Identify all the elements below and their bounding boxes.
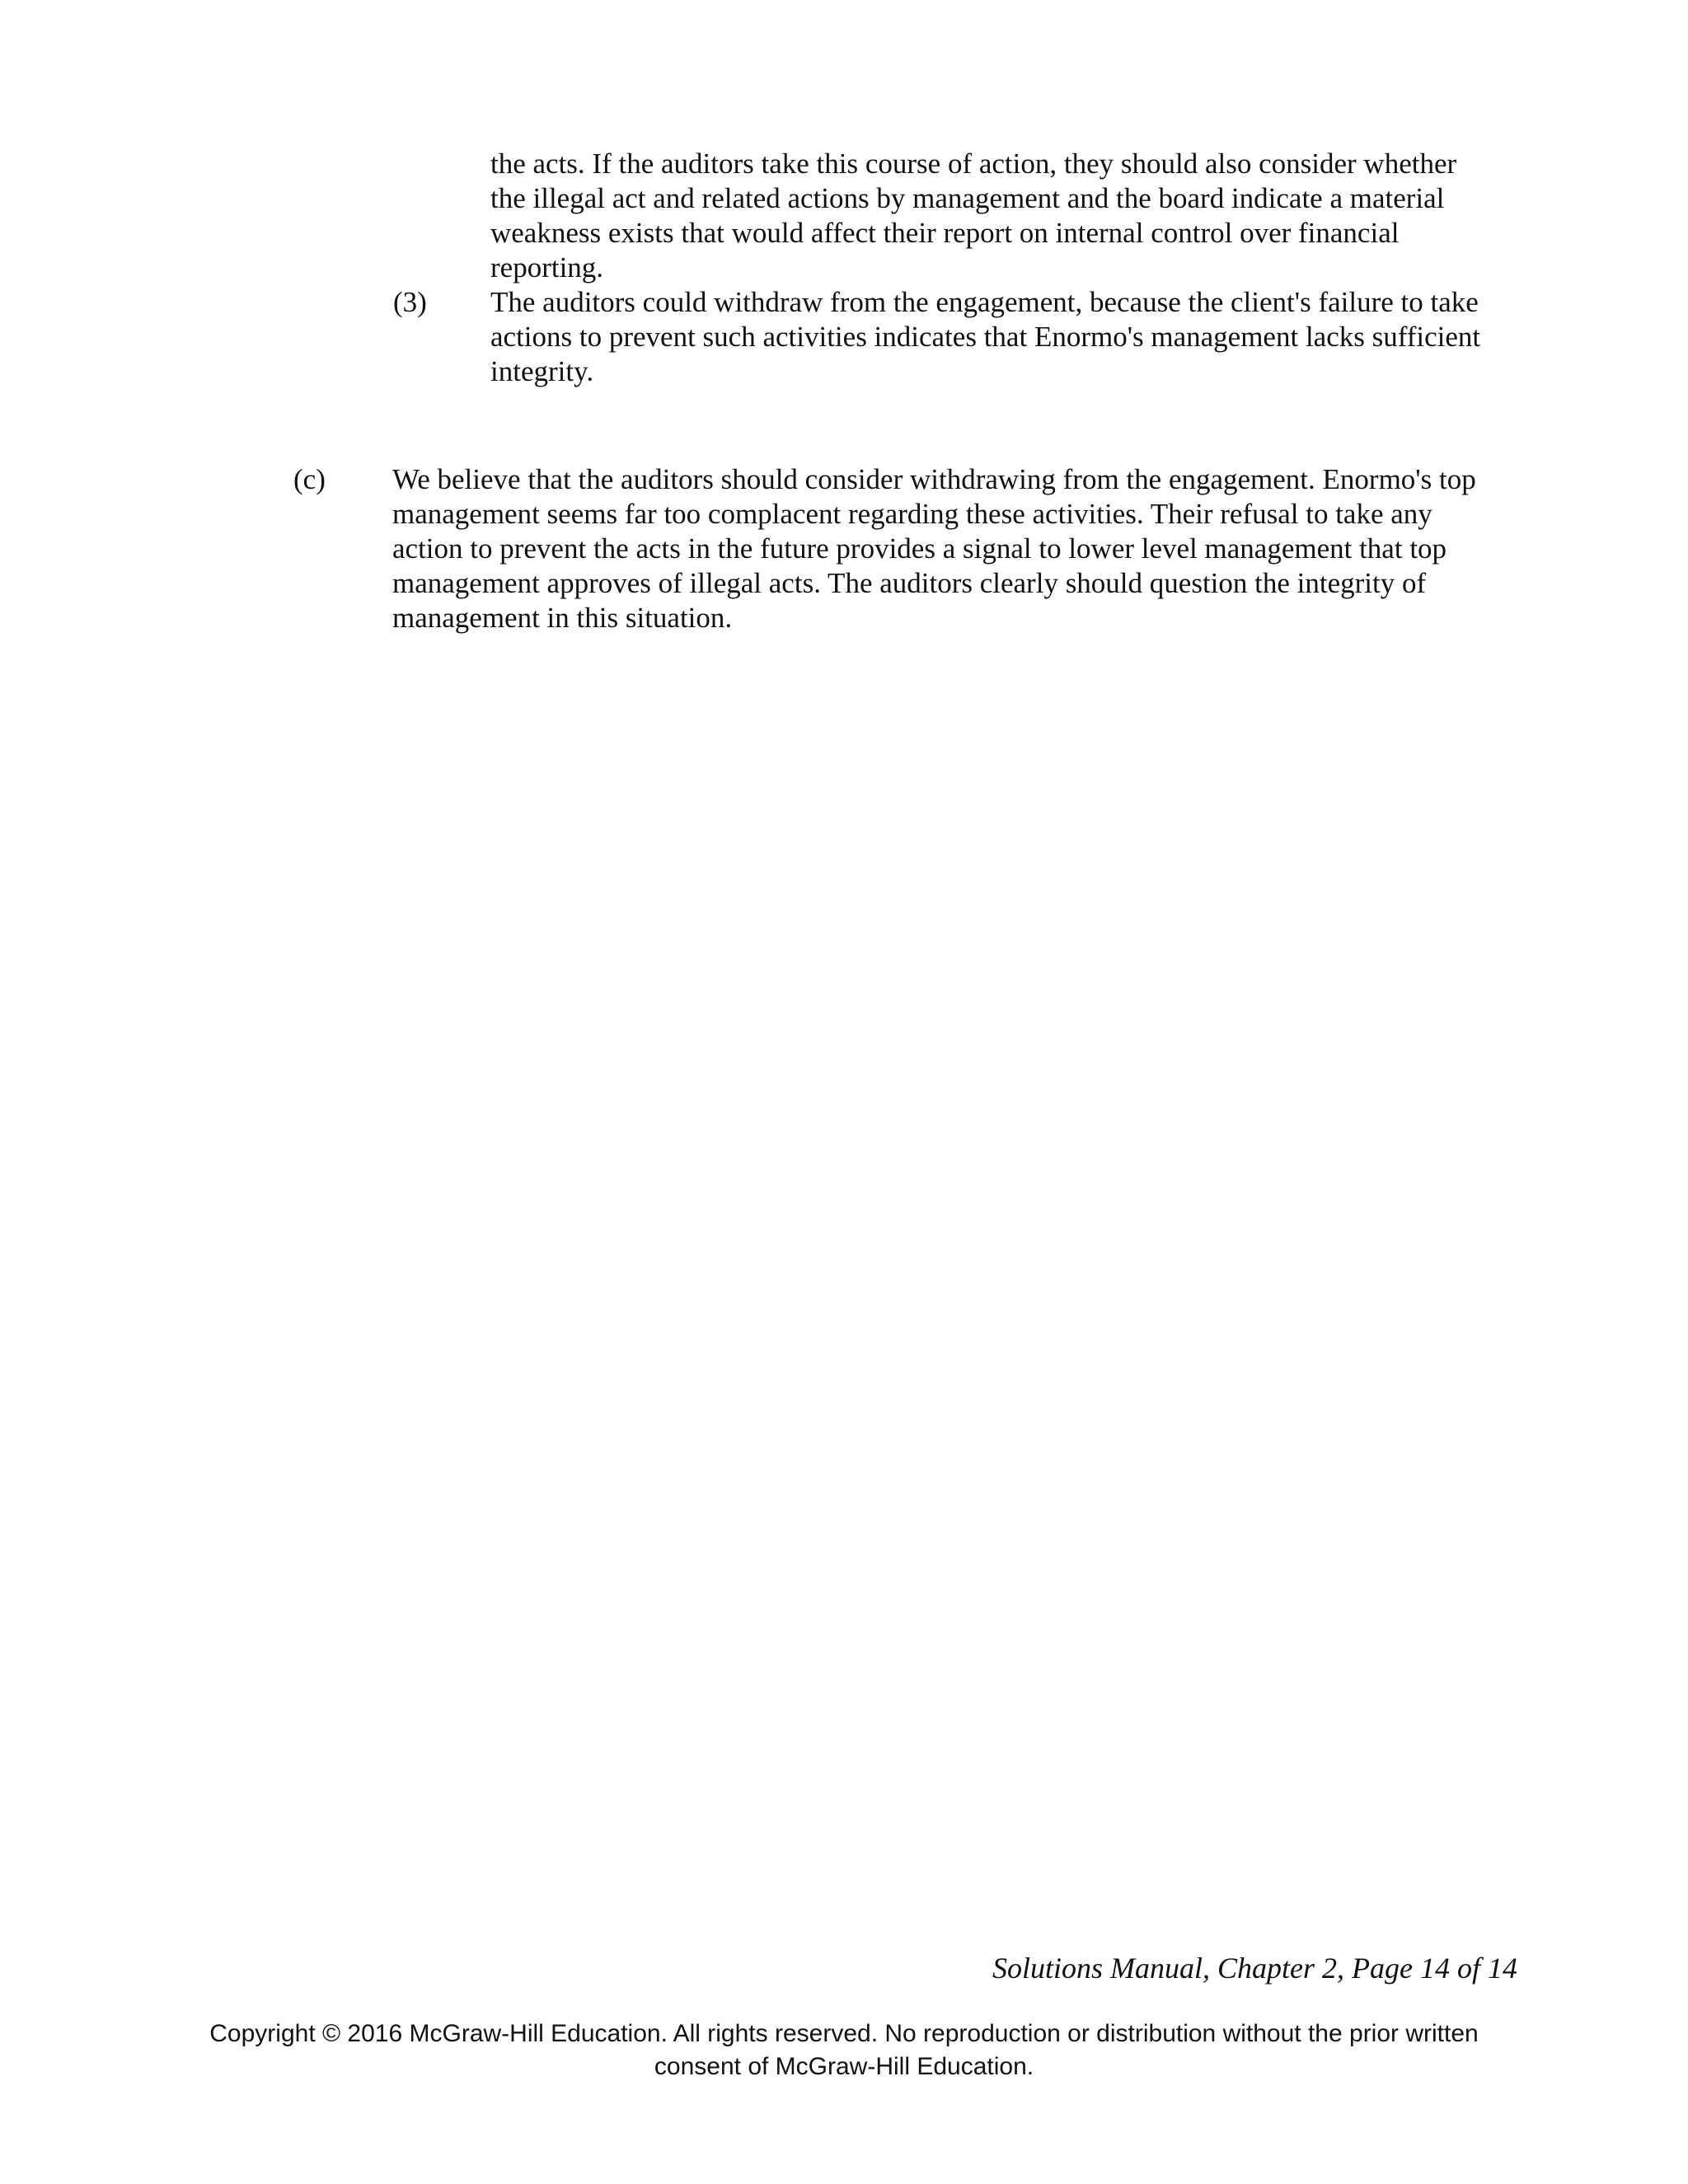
paragraph-line: weakness exists that would affect their report on internal control over financial — [490, 217, 1400, 249]
continuation-paragraph — [490, 147, 1529, 285]
paragraph-line: the acts. If the auditors take this course of action, they should also consider whether — [490, 148, 1457, 180]
paragraph-line: actions to prevent such activities indicates that Enormo's management lacks sufficient — [490, 321, 1481, 353]
page-footer-label: Solutions Manual, Chapter 2, Page 14 of 14 — [992, 1952, 1517, 1985]
paragraph-line: action to prevent the acts in the future provides a signal to lower level management that top — [392, 532, 1447, 565]
paragraph-line: We believe that the auditors should consider withdrawing from the engagement. Enormo's top — [392, 463, 1476, 495]
paragraph-line: The auditors could withdraw from the engagement, because the client's failure to take — [490, 286, 1479, 318]
copyright-notice — [0, 2018, 1688, 2083]
paragraph-line: reporting. — [490, 251, 604, 284]
paragraph-line: management seems far too complacent regarding these activities. Their refusal to take any — [392, 498, 1432, 530]
list-item-c-text — [392, 462, 1546, 635]
paragraph-line: management in this situation. — [392, 602, 733, 634]
list-item-3-text — [490, 285, 1545, 389]
list-marker-3: (3) — [393, 286, 427, 318]
copyright-line: consent of McGraw-Hill Education. — [654, 2053, 1034, 2080]
paragraph-line: the illegal act and related actions by management and the board indicate a material — [490, 182, 1445, 214]
paragraph-line: integrity. — [490, 355, 594, 387]
paragraph-line: management approves of illegal acts. The auditors clearly should question the integrity of — [392, 567, 1427, 599]
copyright-line: Copyright © 2016 McGraw-Hill Education. All rights reserved. No reproduction or distribution without the prior written — [209, 2020, 1479, 2047]
list-marker-c: (c) — [293, 463, 326, 495]
